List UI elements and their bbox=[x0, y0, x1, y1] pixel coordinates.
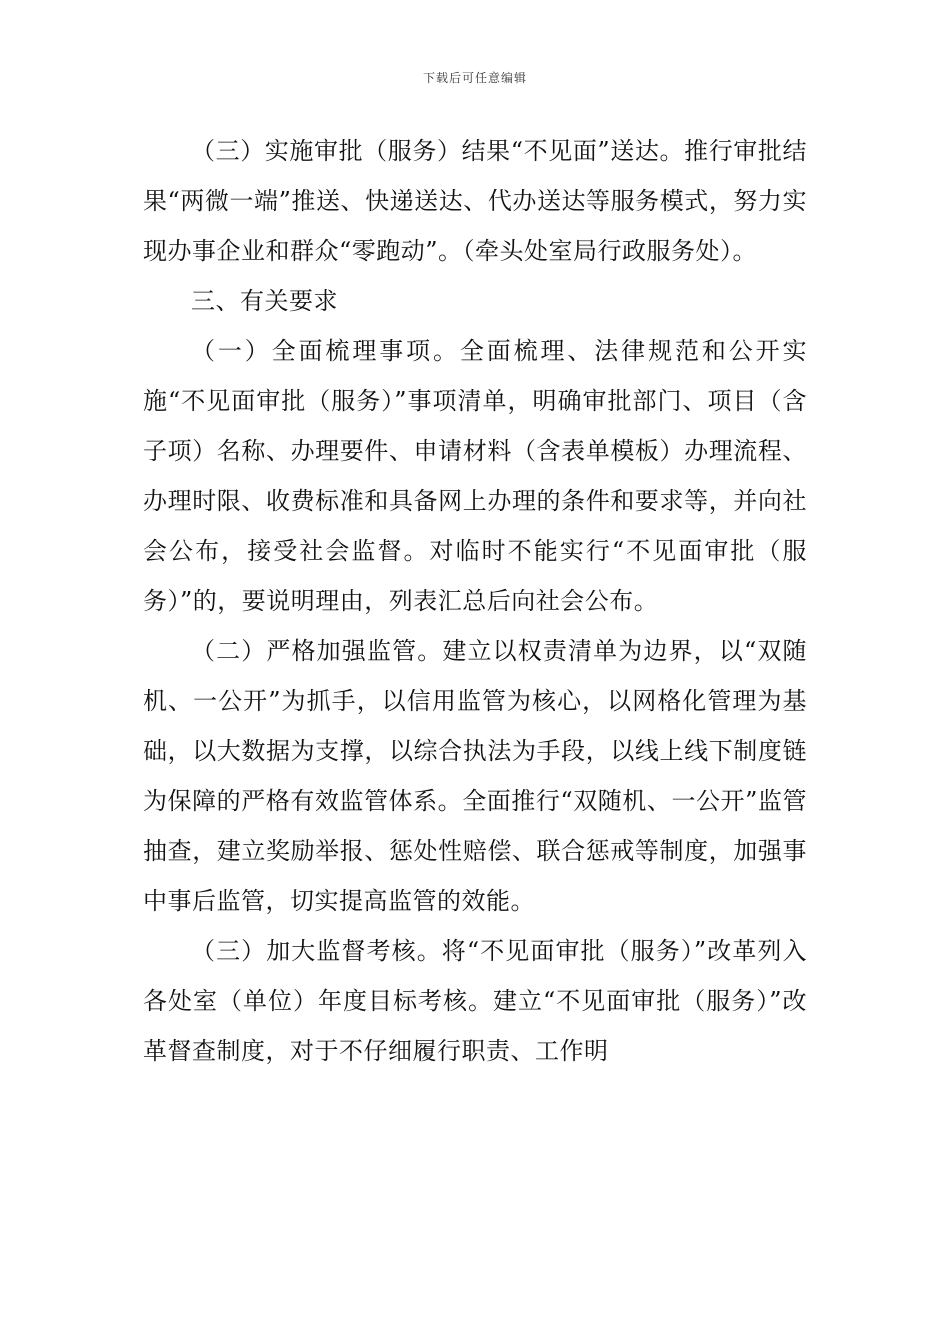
section-heading-requirements: 三、有关要求 bbox=[191, 287, 338, 315]
paragraph-delivery: （三）实施审批（服务）结果“不见面”送达。推行审批结果“两微一端”推送、快递送达、代办送达等服务模式，努力实现办事企业和群众“零跑动”。（牵头处室局行政服务处）。 bbox=[143, 137, 807, 265]
document-body bbox=[143, 126, 807, 1076]
paragraph-sort-items: （一）全面梳理事项。全面梳理、法律规范和公开实施“不见面审批（服务）”事项清单，明确审批部门、项目（含子项）名称、办理要件、申请材料（含表单模板）办理流程、办理时限、收费标准和具备网上办理的条件和要求等，并向社会公布，接受社会监督。对临时不能实行“不见面审批（服务）”的，要说明理由，列表汇总后向社会公布。 bbox=[143, 337, 807, 615]
paragraph-strengthen-supervision: （二）严格加强监管。建立以权责清单为边界，以“双随机、一公开”为抓手，以信用监管为核心，以网格化管理为基础，以大数据为支撑，以综合执法为手段，以线上线下制度链为保障的严格有效监管体系。全面推行“双随机、一公开”监管抽查，建立奖励举报、惩处性赔偿、联合惩戒等制度，加强事中事后监管，切实提高监管的效能。 bbox=[143, 637, 807, 915]
page-header: 下载后可任意编辑 bbox=[422, 71, 527, 85]
paragraph-assessment: （三）加大监督考核。将“不见面审批（服务）”改革列入各处室（单位）年度目标考核。建立“不见面审批（服务）”改革督查制度，对于不仔细履行职责、工作明 bbox=[143, 937, 807, 1065]
